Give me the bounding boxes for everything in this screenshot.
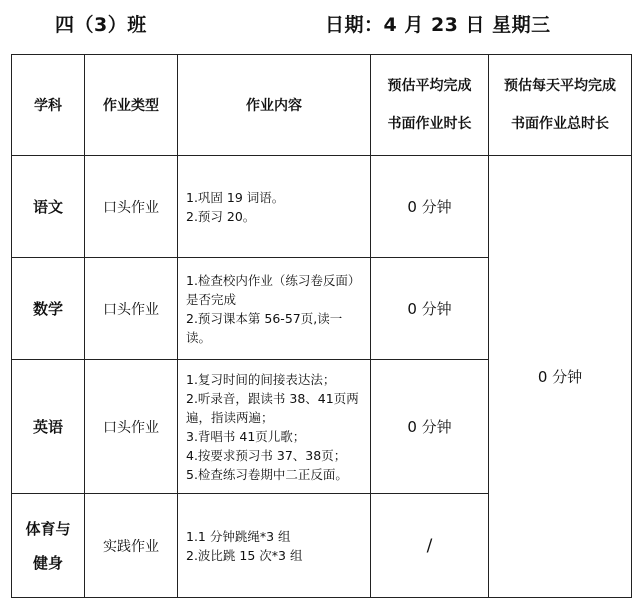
- time-cell: 0 分钟: [371, 156, 489, 258]
- col-header-avg-time: 预估平均完成 书面作业时长: [371, 55, 489, 156]
- content-cell: 1.复习时间的间接表达法； 2.听录音，跟读书 38、41页两遍，指读两遍； 3.背唱书 41页儿歌； 4.按要求预习书 37、38页； 5.检查练习卷期中二正反面。: [178, 360, 371, 494]
- class-label: 四（3）班: [55, 14, 147, 36]
- time-cell: 0 分钟: [371, 258, 489, 360]
- time-cell: /: [371, 494, 489, 598]
- total-time-cell: 0 分钟: [489, 156, 632, 598]
- homework-table: [11, 54, 632, 598]
- content-cell: 1.1 分钟跳绳*3 组 2.波比跳 15 次*3 组: [178, 494, 371, 598]
- subject-cell: 体育与 健身: [12, 494, 85, 598]
- time-cell: 0 分钟: [371, 360, 489, 494]
- subject-cell: 语文: [12, 156, 85, 258]
- content-cell: 1.检查校内作业（练习卷反面）是否完成 2.预习课本第 56-57页,读一读。: [178, 258, 371, 360]
- col-header-type: 作业类型: [85, 55, 178, 156]
- type-cell: 口头作业: [85, 258, 178, 360]
- subject-cell: 英语: [12, 360, 85, 494]
- col-header-subject: 学科: [12, 55, 85, 156]
- header-row: [12, 55, 632, 156]
- date-line: 日期：4 月 23 日 星期三: [325, 14, 551, 36]
- subject-cell: 数学: [12, 258, 85, 360]
- content-cell: 1.巩固 19 词语。 2.预习 20。: [178, 156, 371, 258]
- col-header-total-time: 预估每天平均完成 书面作业总时长: [489, 55, 632, 156]
- type-cell: 口头作业: [85, 156, 178, 258]
- type-cell: 实践作业: [85, 494, 178, 598]
- type-cell: 口头作业: [85, 360, 178, 494]
- table-row: [12, 156, 632, 258]
- col-header-content: 作业内容: [178, 55, 371, 156]
